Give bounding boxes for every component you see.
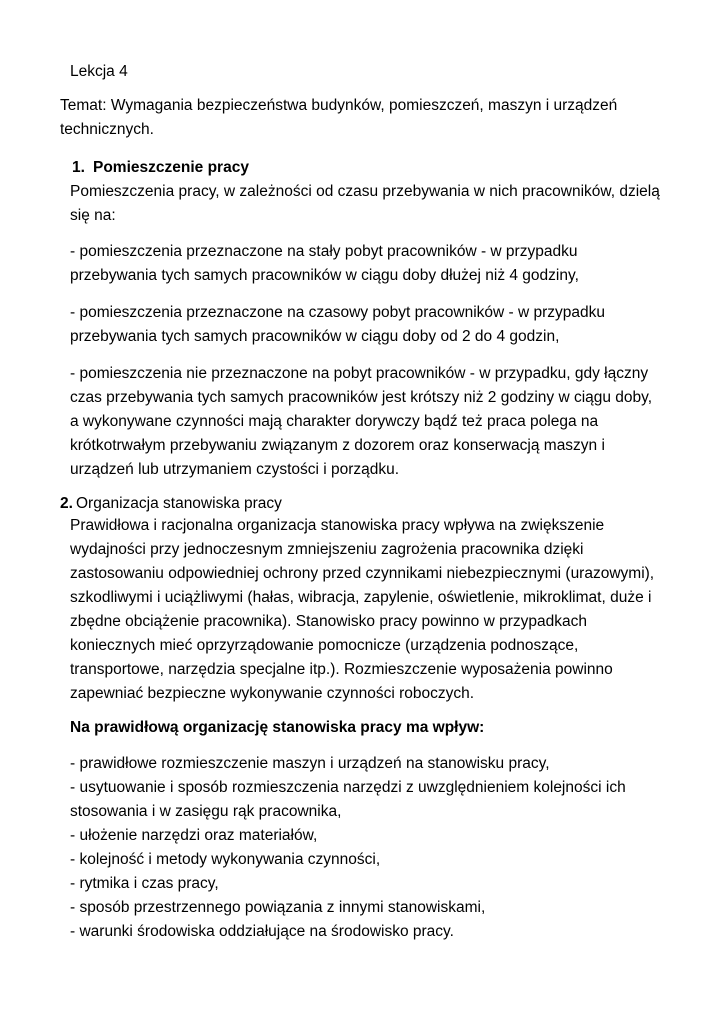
section1-item-line: - pomieszczenia nie przeznaczone na pobyt pracowników - w przypadku, gdy łączny [70,365,649,382]
section1-heading: Pomieszczenie pracy [93,159,249,176]
lesson-label: Lekcja 4 [70,63,128,80]
section2-list-line: - kolejność i metody wykonywania czynności, [70,851,381,868]
section1-intro-line: Pomieszczenia pracy, w zależności od czasu przebywania w nich pracowników, dzielą [70,183,660,200]
section1-item-line: a wykonywane czynności mają charakter dorywczy bądź też praca polega na [70,413,599,430]
section1-number: 1. [72,159,85,176]
section2-paragraph-line: transportowe, narzędzia specjalne itp.). Rozmieszczenie wyposażenia powinno [70,661,613,678]
section2-number: 2. [60,495,73,512]
section1-intro-line: się na: [70,207,116,224]
section2-list-line: - warunki środowiska oddziałujące na środowisko pracy. [70,923,454,940]
section2-paragraph-line: Prawidłowa i racjonalna organizacja stanowiska pracy wpływa na zwiększenie [70,517,605,534]
section2-list-line: - sposób przestrzennego powiązania z innymi stanowiskami, [70,899,486,916]
section1-item-line: - pomieszczenia przeznaczone na stały pobyt pracowników - w przypadku [70,243,578,260]
section1-item-line: krótkotrwałym przebywaniu związanym z dozorem oraz konserwacją maszyn i [70,437,605,454]
section2-list-line: - prawidłowe rozmieszczenie maszyn i urządzeń na stanowisku pracy, [70,755,550,772]
section2-paragraph-line: zbędne obciążenie pracownika). Stanowisko pracy powinno w przypadkach [70,613,587,630]
section1-item-line: urządzeń lub utrzymaniem czystości i porządku. [70,461,400,478]
section1-item-line: - pomieszczenia przeznaczone na czasowy pobyt pracowników - w przypadku [70,304,605,321]
section2-subheading: Na prawidłową organizację stanowiska pracy ma wpływ: [70,719,485,736]
section2-list-line: - rytmika i czas pracy, [70,875,219,892]
section2-paragraph-line: zapewniać bezpieczne wykonywanie czynności roboczych. [70,685,475,702]
section2-list-line: - ułożenie narzędzi oraz materiałów, [70,827,318,844]
section1-item-line: przebywania tych samych pracowników w ciągu doby od 2 do 4 godzin, [70,328,560,345]
section2-list-line: - usytuowanie i sposób rozmieszczenia narzędzi z uwzględnieniem kolejności ich [70,779,626,796]
section2-paragraph-line: szkodliwymi i uciążliwymi (hałas, wibracja, zapylenie, oświetlenie, mikroklimat, duże i [70,589,652,606]
section2-heading: Organizacja stanowiska pracy [76,495,282,512]
section2-paragraph-line: wydajności przy jednoczesnym zmniejszeniu zagrożenia pracownika dzięki [70,541,584,558]
topic-line-1: Temat: Wymagania bezpieczeństwa budynków, pomieszczeń, maszyn i urządzeń [60,97,618,114]
section1-item-line: przebywania tych samych pracowników w ciągu doby dłużej niż 4 godziny, [70,267,579,284]
section2-paragraph-line: zastosowaniu odpowiedniej ochrony przed czynnikami niebezpiecznymi (urazowymi), [70,565,655,582]
section2-paragraph-line: koniecznych mieć oprzyrządowanie pomocnicze (urządzenia podnoszące, [70,637,579,654]
section2-list-line: stosowania i w zasięgu rąk pracownika, [70,803,342,820]
section1-item-line: czas przebywania tych samych pracowników jest krótszy niż 2 godziny w ciągu doby, [70,389,653,406]
topic-line-2: technicznych. [60,121,154,138]
